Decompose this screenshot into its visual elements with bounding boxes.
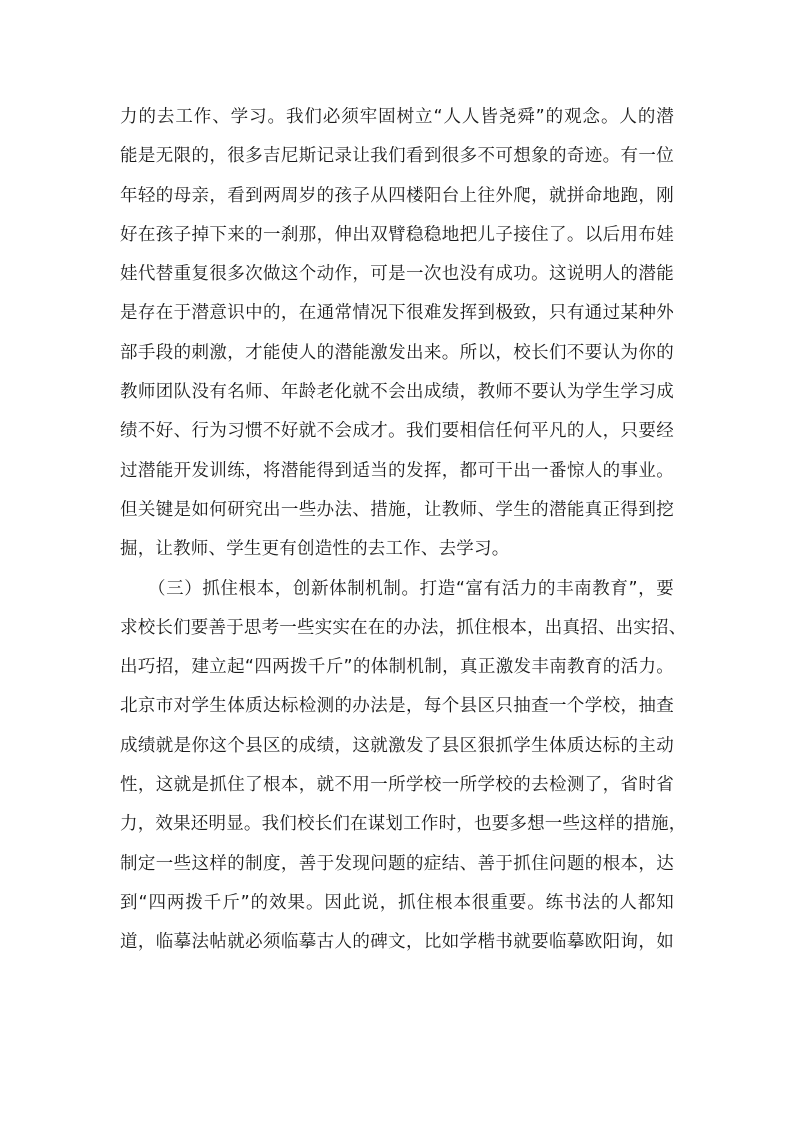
text-line-1: 力的去工作、学习。我们必须牢固树立“人人皆尧舜”的观念。人的潜 xyxy=(120,107,674,127)
text-line-11: 但关键是如何研究出一些办法、措施，让教师、学生的潜能真正得到挖 xyxy=(120,499,674,520)
text-line-21: 到“四两拨千斤”的效果。因此说，抓住根本很重要。练书法的人都知 xyxy=(120,892,674,913)
text-line-18: 性，这就是抓住了根本，就不用一所学校一所学校的去检测了，省时省 xyxy=(120,775,674,796)
text-line-15: 出巧招，建立起“四两拨千斤”的体制机制，真正激发丰南教育的活力。 xyxy=(120,657,674,678)
text-line-3: 年轻的母亲，看到两周岁的孩子从四楼阳台上往外爬，就拼命地跑，刚 xyxy=(120,185,674,206)
text-line-7: 部手段的刺激，才能使人的潜能激发出来。所以，校长们不要认为你的 xyxy=(120,342,674,363)
text-line-9: 绩不好、行为习惯不好就不会成才。我们要相信任何平凡的人，只要经 xyxy=(120,421,674,442)
text-line-5: 娃代替重复很多次做这个动作，可是一次也没有成功。这说明人的潜能 xyxy=(120,264,674,285)
text-line-16: 北京市对学生体质达标检测的办法是，每个县区只抽查一个学校，抽查 xyxy=(120,696,674,717)
text-line-17: 成绩就是你这个县区的成绩，这就激发了县区狠抓学生体质达标的主动 xyxy=(120,735,674,756)
text-line-20: 制定一些这样的制度，善于发现问题的症结、善于抓住问题的根本，达 xyxy=(120,853,674,874)
body-text xyxy=(120,98,687,963)
text-line-13: （三）抓住根本，创新体制机制。打造“富有活力的丰南教育”，要 xyxy=(148,578,674,599)
text-line-14: 求校长们要善于思考一些实实在在的办法，抓住根本，出真招、出实招、 xyxy=(120,617,687,638)
text-line-8: 教师团队没有名师、年龄老化就不会出成绩，教师不要认为学生学习成 xyxy=(120,382,674,403)
text-line-10: 过潜能开发训练，将潜能得到适当的发挥，都可干出一番惊人的事业。 xyxy=(120,460,674,481)
text-line-4: 好在孩子掉下来的一刹那，伸出双臂稳稳地把儿子接住了。以后用布娃 xyxy=(120,224,674,245)
text-line-12: 掘，让教师、学生更有创造性的去工作、去学习。 xyxy=(120,539,510,560)
text-line-2: 能是无限的，很多吉尼斯记录让我们看到很多不可想象的奇迹。有一位 xyxy=(120,146,674,167)
text-line-22: 道，临摹法帖就必须临摹古人的碑文，比如学楷书就要临摹欧阳询，如 xyxy=(120,932,674,953)
text-line-19: 力，效果还明显。我们校长们在谋划工作时，也要多想一些这样的措施， xyxy=(120,814,687,835)
text-line-6: 是存在于潜意识中的，在通常情况下很难发挥到极致，只有通过某种外 xyxy=(120,303,674,324)
